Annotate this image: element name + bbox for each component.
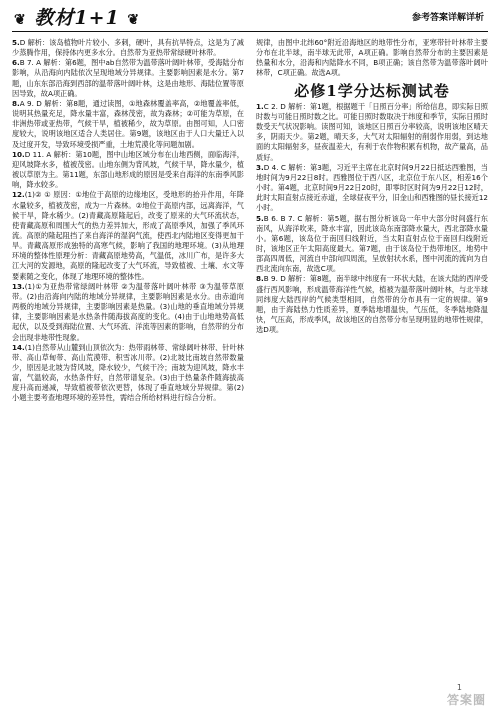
- answer-number: 3.: [256, 162, 264, 172]
- answer-text: D 11. A 解析：第10题，图中山地区域分布在山地西侧，面临海洋，迎风坡降水多，植被茂密。山地东侧为背风坡，气候干旱，降水量少，植被以草原为主。第11题，东部山地形成的原因是受来自海洋的东南季风影响，降水较多。: [12, 149, 244, 190]
- answer-text: B 6. B 7. C 解析：第5题，据右图分析该岛一年中大部分时间盛行东南风，从海洋吹来，降水丰富，因此该岛东南部降水量大，西北部降水量小。第6题，该岛位于南回归线附近，当太阳直射点位于南回归线附近时，该地区正午太阳高度最大。第7题，由于该岛位于热带地区，地势中部高四周低，河流自中部向四周流，呈放射状水系，图中河流的流向为自西北流向东南，故选C项。: [256, 213, 488, 274]
- answer-text: B 9. D 解析：第8题，南半球中纬度有一环状大陆，在该大陆的西岸受盛行西风影响，形成温带海洋性气候，植被为温带落叶阔叶林，与北半球同纬度大陆西岸的气候类型相同，自然带的分布具有一定的规律。第9题，由于海陆热力性质差异，夏季陆地增温快，气压低，冬季陆地降温快，气压高，形成季风，故该地区的自然带分布呈现明显的地带性规律，选D项。: [256, 274, 488, 335]
- answer-item: [12, 58, 244, 99]
- answer-item: [256, 163, 488, 214]
- answer-text: A 9. D 解析：第8题，通过读图，①地森林覆盖率高，②地覆盖率低，说明其热量充足，降水量丰富，森林茂密，故为森林；②可能为草原，在非洲热带或亚热带，气候干旱，植被稀少，故为草原。由图可知，人口密度较大，说明该地区适合人类居住。第9题，该地区由于人口大量迁入以及过度开发，导致环境受损严重，土地荒漠化等问题加剧。: [12, 98, 244, 149]
- left-column: [12, 38, 244, 404]
- header-rule: [12, 31, 488, 32]
- answer-item: [12, 38, 244, 58]
- answer-item: [256, 102, 488, 163]
- book-title: 教材1+1: [34, 7, 120, 29]
- book-logo: [14, 3, 140, 30]
- answer-text: C 2. D 解析：第1题，根据题干「日照百分率」所给信息，即实际日照时数与可能日照时数之比。可能日照时数取决于纬度和季节，实际日照时数受天气状况影响。读图可知，该地区日照百分率较高，说明该地区晴天多，阴雨天少。第2题，晴天多，大气对太阳辐射的削弱作用弱，到达地面的太阳辐射多，昼夜温差大，有利于农作物积累有机物，故产量高，品质好。: [256, 101, 488, 162]
- header-subtitle: 参考答案详解详析: [411, 13, 484, 23]
- answer-text: D 解析：该岛植物叶片较小、多刺，硬叶，具有抗旱特点，这是为了减少蒸腾作用，保持体内更多水分。自然带为亚热带常绿硬叶林带。: [12, 38, 244, 58]
- answer-number: 1.: [256, 101, 264, 111]
- answer-number: 5.: [256, 213, 264, 223]
- right-column-intro: [256, 38, 488, 79]
- answer-number: 8.: [12, 98, 20, 108]
- answer-item: [12, 150, 244, 191]
- answer-text: B 7. A 解析：第6题，图中ab自然带为温带落叶阔叶林带，受海陆分布影响，从沿海向内陆依次呈现地域分异规律。主要影响因素是水分。第7题，山东东部沿海到西部的温带落叶阔叶林，这是由地形、海陆位置等原因导致，故A项正确。: [12, 58, 244, 98]
- leaf-icon: ❦: [14, 12, 27, 28]
- answer-number: 6.: [12, 58, 20, 68]
- answer-number: 10.: [12, 149, 25, 159]
- answer-item: [12, 343, 244, 404]
- answer-text: D 4. C 解析：第3题，习近平主席在北京时间9月22日抵达西雅图，当地时间为9月22日8时。西雅图位于西八区，北京位于东八区，相差16个小时。第4题，北京时间9月22日20时，即零时区时间为9月22日12时，此时太阳直射点接近赤道，全球昼夜平分，旧金山和西雅图的昼长接近12小时。: [256, 162, 488, 213]
- right-column: [256, 38, 488, 335]
- right-column-answers: [256, 102, 488, 336]
- page-header: [0, 0, 500, 34]
- answer-text: (1)② ① 原因：①地位于高原的边缘地区，受地形的抬升作用，年降水量较多，植被茂密，成为一片森林。②地位于高原内部，远离海洋，气候干旱，降水稀少。(2)青藏高原隆起后，改变了原来的大气环流状态，使青藏高原和周围大气的热力差异加大，形成了高原季风，加强了季风环流。高原的隆起阻挡了来自海洋的湿润气流，使西北内陆地区变得更加干旱。青藏高原形成独特的高寒气候，影响了我国的地理环境。(3)从地理环境的整体性原理分析：青藏高原地势高，气温低，冰川广布，是许多大江大河的发源地，高原的隆起改变了大气环流，导致植被、土壤、水文等要素随之变化，体现了地理环境的整体性。: [12, 190, 244, 281]
- answer-number: 14.: [12, 342, 25, 352]
- answer-number: 12.: [12, 190, 25, 200]
- page-number: 1: [456, 683, 462, 692]
- leaf-icon: ❦: [127, 12, 141, 28]
- answer-item: [12, 99, 244, 150]
- answer-item: [256, 38, 488, 79]
- answer-item: [12, 190, 244, 281]
- section-title: 必修1学分达标测试卷: [294, 81, 450, 100]
- answer-number: 13.: [12, 281, 25, 291]
- answer-number: 5.: [12, 38, 20, 47]
- answer-item: [256, 274, 488, 335]
- answer-item: [256, 214, 488, 275]
- answer-text: 规律，由图中北纬60°附近沿海地区的地带性分布，亚寒带针叶林带主要分布在北半球，南半球无此带，A项正确。影响自然带分布的主要因素是热量和水分，沿海和内陆降水不同，B项正确；该自然带为温带落叶阔叶林带，C项正确。故选A项。: [256, 38, 488, 78]
- answer-number: 8.: [256, 274, 264, 284]
- answer-text: (1)自然带从山麓到山顶依次为：热带雨林带、常绿阔叶林带、针叶林带、高山草甸带、高山荒漠带、积雪冰川带。(2)北坡比南坡自然带数量少，原因是北坡为背风坡，降水较少，气候干冷；南坡为迎风坡，降水丰富，气温较高，水热条件好，自然带谱复杂。(3)由于热量条件随海拔高度升高而递减，导致植被带依次更替，体现了垂直地域分异规律。第(2)小题主要考查地理环境的差异性，需结合所给材料进行综合分析。: [12, 342, 244, 403]
- watermark-logo: 答案圈: [446, 693, 486, 707]
- answer-text: (1)①为亚热带常绿阔叶林带 ②为温带落叶阔叶林带 ③为温带草原带。(2)由沿海向内陆的地域分异规律，主要影响因素是水分。由赤道向两极的地域分异规律，主要影响因素是热量。(3)山地的垂直地域分异规律，主要影响因素是水热条件随海拔高度的变化。(4)由于山地地势高低起伏，以及受到海陆位置、大气环流、洋流等因素的影响，自然带的分布会出现非地带性现象。: [12, 281, 244, 342]
- answer-item: [12, 282, 244, 343]
